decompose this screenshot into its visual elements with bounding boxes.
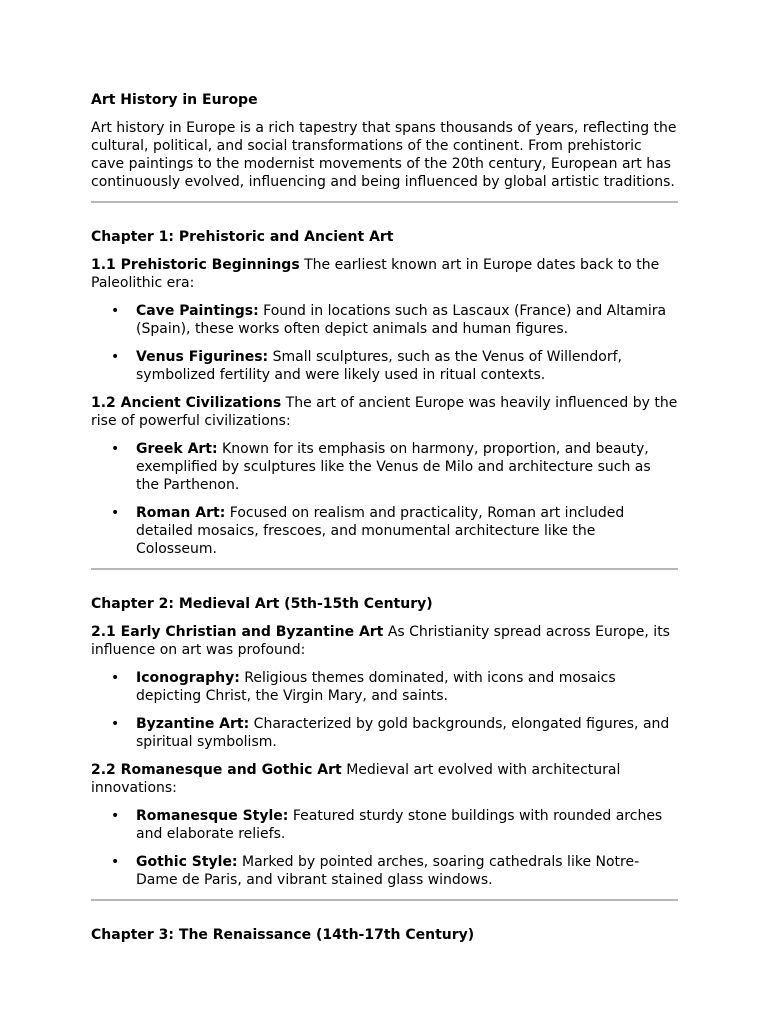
bullet-icon: • bbox=[111, 670, 120, 686]
item-text: Known for its emphasis on harmony, proportion, and beauty, exemplified by sculptures like the Venus de Milo and architecture such as the Parthenon. bbox=[136, 441, 651, 493]
section-text: Medieval art evolved with architectural innovations: bbox=[91, 762, 621, 796]
list-item bbox=[91, 504, 678, 558]
section-divider bbox=[91, 568, 678, 570]
bullet-icon: • bbox=[111, 303, 120, 319]
item-text: Religious themes dominated, with icons and mosaics depicting Christ, the Virgin Mary, and saints. bbox=[136, 670, 616, 704]
bullet-list bbox=[91, 669, 678, 751]
section-text: As Christianity spread across Europe, its influence on art was profound: bbox=[91, 624, 670, 658]
bullet-icon: • bbox=[111, 505, 120, 521]
document-title: Art History in Europe bbox=[91, 92, 258, 108]
section-2-2 bbox=[91, 761, 678, 797]
chapter-title: Chapter 2: Medieval Art (5th-15th Century) bbox=[91, 596, 433, 612]
item-term: Greek Art: bbox=[136, 441, 218, 457]
list-item bbox=[91, 715, 678, 751]
section-heading: 1.1 Prehistoric Beginnings bbox=[91, 257, 300, 273]
document-body bbox=[91, 91, 678, 954]
list-item bbox=[91, 440, 678, 494]
section-heading: 2.2 Romanesque and Gothic Art bbox=[91, 762, 342, 778]
item-term: Romanesque Style: bbox=[136, 808, 289, 824]
section-text: The art of ancient Europe was heavily influenced by the rise of powerful civilizations: bbox=[91, 395, 678, 429]
section-1-2 bbox=[91, 394, 678, 430]
item-term: Byzantine Art: bbox=[136, 716, 250, 732]
section-2-1 bbox=[91, 623, 678, 659]
list-item bbox=[91, 302, 678, 338]
section-1-1 bbox=[91, 256, 678, 292]
bullet-icon: • bbox=[111, 441, 120, 457]
bullet-icon: • bbox=[111, 854, 120, 870]
section-divider bbox=[91, 899, 678, 901]
bullet-icon: • bbox=[111, 716, 120, 732]
bullet-list bbox=[91, 440, 678, 558]
item-text: Marked by pointed arches, soaring cathedrals like Notre-Dame de Paris, and vibrant stained glass windows. bbox=[136, 854, 640, 888]
section-text: The earliest known art in Europe dates back to the Paleolithic era: bbox=[91, 257, 660, 291]
chapter-3 bbox=[91, 926, 678, 944]
bullet-list bbox=[91, 807, 678, 889]
bullet-list bbox=[91, 302, 678, 384]
section-heading: 1.2 Ancient Civilizations bbox=[91, 395, 282, 411]
item-term: Cave Paintings: bbox=[136, 303, 259, 319]
list-item bbox=[91, 348, 678, 384]
item-text: Found in locations such as Lascaux (France) and Altamira (Spain), these works often depict animals and human figures. bbox=[136, 303, 667, 337]
bullet-icon: • bbox=[111, 808, 120, 824]
item-term: Venus Figurines: bbox=[136, 349, 269, 365]
list-item bbox=[91, 669, 678, 705]
item-text: Characterized by gold backgrounds, elongated figures, and spiritual symbolism. bbox=[136, 716, 670, 750]
item-term: Roman Art: bbox=[136, 505, 226, 521]
intro-paragraph: Art history in Europe is a rich tapestry that spans thousands of years, reflecting the cultural, political, and social transformations of the continent. From prehistoric cave paintings to the modernist movements of the 20th century, European art has continuously evolved, influencing and being influenced by global artistic traditions. bbox=[91, 120, 677, 190]
list-item bbox=[91, 807, 678, 843]
item-text: Featured sturdy stone buildings with rounded arches and elaborate reliefs. bbox=[136, 808, 663, 842]
section-heading: 2.1 Early Christian and Byzantine Art bbox=[91, 624, 384, 640]
chapter-title: Chapter 3: The Renaissance (14th-17th Century) bbox=[91, 927, 475, 943]
chapter-title: Chapter 1: Prehistoric and Ancient Art bbox=[91, 229, 394, 245]
item-text: Focused on realism and practicality, Roman art included detailed mosaics, frescoes, and monumental architecture like the Colosseum. bbox=[136, 505, 625, 557]
item-text: Small sculptures, such as the Venus of Willendorf, symbolized fertility and were likely used in ritual contexts. bbox=[136, 349, 622, 383]
chapter-2 bbox=[91, 595, 678, 889]
bullet-icon: • bbox=[111, 349, 120, 365]
item-term: Gothic Style: bbox=[136, 854, 238, 870]
chapter-1 bbox=[91, 228, 678, 558]
section-divider bbox=[91, 201, 678, 203]
item-term: Iconography: bbox=[136, 670, 240, 686]
list-item bbox=[91, 853, 678, 889]
